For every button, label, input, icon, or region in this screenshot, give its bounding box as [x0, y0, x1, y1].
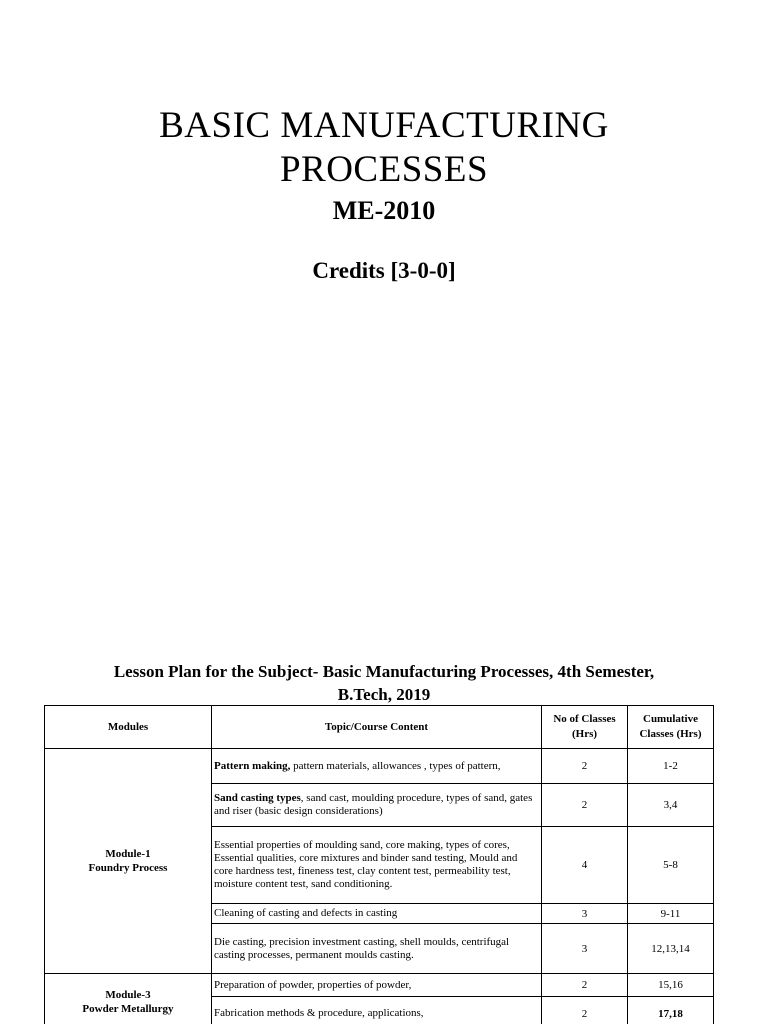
topic-cell — [212, 924, 542, 974]
cumulative-cell: 15,16 — [628, 974, 714, 997]
column-header-modules: Modules — [45, 706, 212, 749]
topic-text: Cleaning of casting and defects in casting — [214, 907, 398, 919]
classes-cell: 4 — [542, 827, 628, 904]
title-line-2: PROCESSES — [279, 149, 489, 190]
classes-cell: 2 — [542, 997, 628, 1024]
classes-cell: 2 — [542, 784, 628, 827]
module-subtitle: Foundry Process — [88, 862, 168, 874]
topic-cell — [212, 997, 542, 1024]
topic-text: Die casting, precision investment casting, shell moulds, centrifugal casting processes, permanent moulds casting. — [214, 935, 510, 961]
lesson-plan-heading — [30, 660, 738, 706]
document-title — [0, 104, 768, 192]
topic-cell — [212, 974, 542, 997]
column-header-cumulative: Cumulative Classes (Hrs) — [628, 706, 714, 749]
module-subtitle: Powder Metallurgy — [82, 1003, 174, 1015]
table-row — [45, 974, 714, 997]
module-name: Module-3 — [105, 989, 151, 1001]
lesson-plan-heading-line-1: Lesson Plan for the Subject- Basic Manufacturing Processes, 4th Semester, — [113, 662, 655, 681]
topic-bold: Sand casting types — [214, 792, 301, 804]
classes-cell: 2 — [542, 749, 628, 784]
cumulative-cell: 1-2 — [628, 749, 714, 784]
cumulative-cell: 3,4 — [628, 784, 714, 827]
topic-text: pattern materials, allowances , types of pattern, — [290, 759, 501, 772]
column-header-topic: Topic/Course Content — [212, 706, 542, 749]
topic-cell — [212, 784, 542, 827]
course-credits: Credits [3-0-0] — [312, 258, 456, 283]
topic-text: , sand cast, moulding procedure, types of sand, gates and riser (basic design considerations) — [214, 792, 533, 817]
lesson-plan-table — [44, 705, 714, 1024]
topic-bold: Pattern making, — [214, 759, 291, 772]
classes-cell: 3 — [542, 924, 628, 974]
course-code: ME-2010 — [332, 196, 436, 225]
module-name: Module-1 — [105, 848, 151, 860]
classes-cell: 2 — [542, 974, 628, 997]
module-cell — [45, 749, 212, 974]
module-cell — [45, 974, 212, 1024]
topic-cell — [212, 904, 542, 924]
column-header-classes: No of Classes (Hrs) — [542, 706, 628, 749]
topic-text: Preparation of powder, properties of powder, — [214, 978, 412, 991]
table-row — [45, 749, 714, 784]
table-header-row — [45, 706, 714, 749]
title-line-1: BASIC MANUFACTURING — [159, 105, 609, 146]
topic-text: Fabrication methods & procedure, applications, — [214, 1007, 424, 1019]
topic-cell — [212, 749, 542, 784]
cumulative-cell: 17,18 — [628, 997, 714, 1024]
topic-cell — [212, 827, 542, 904]
topic-text: Essential properties of moulding sand, core making, types of cores, Essential qualities, core mixtures and binder sand testing, Mould and core hardness test, fineness test, clay content test, permeability test, moisture content test, sand conditioning. — [214, 839, 518, 890]
cumulative-cell: 12,13,14 — [628, 924, 714, 974]
lesson-plan-heading-line-2: B.Tech, 2019 — [337, 685, 431, 704]
cumulative-cell: 5-8 — [628, 827, 714, 904]
cumulative-cell: 9-11 — [628, 904, 714, 924]
classes-cell: 3 — [542, 904, 628, 924]
